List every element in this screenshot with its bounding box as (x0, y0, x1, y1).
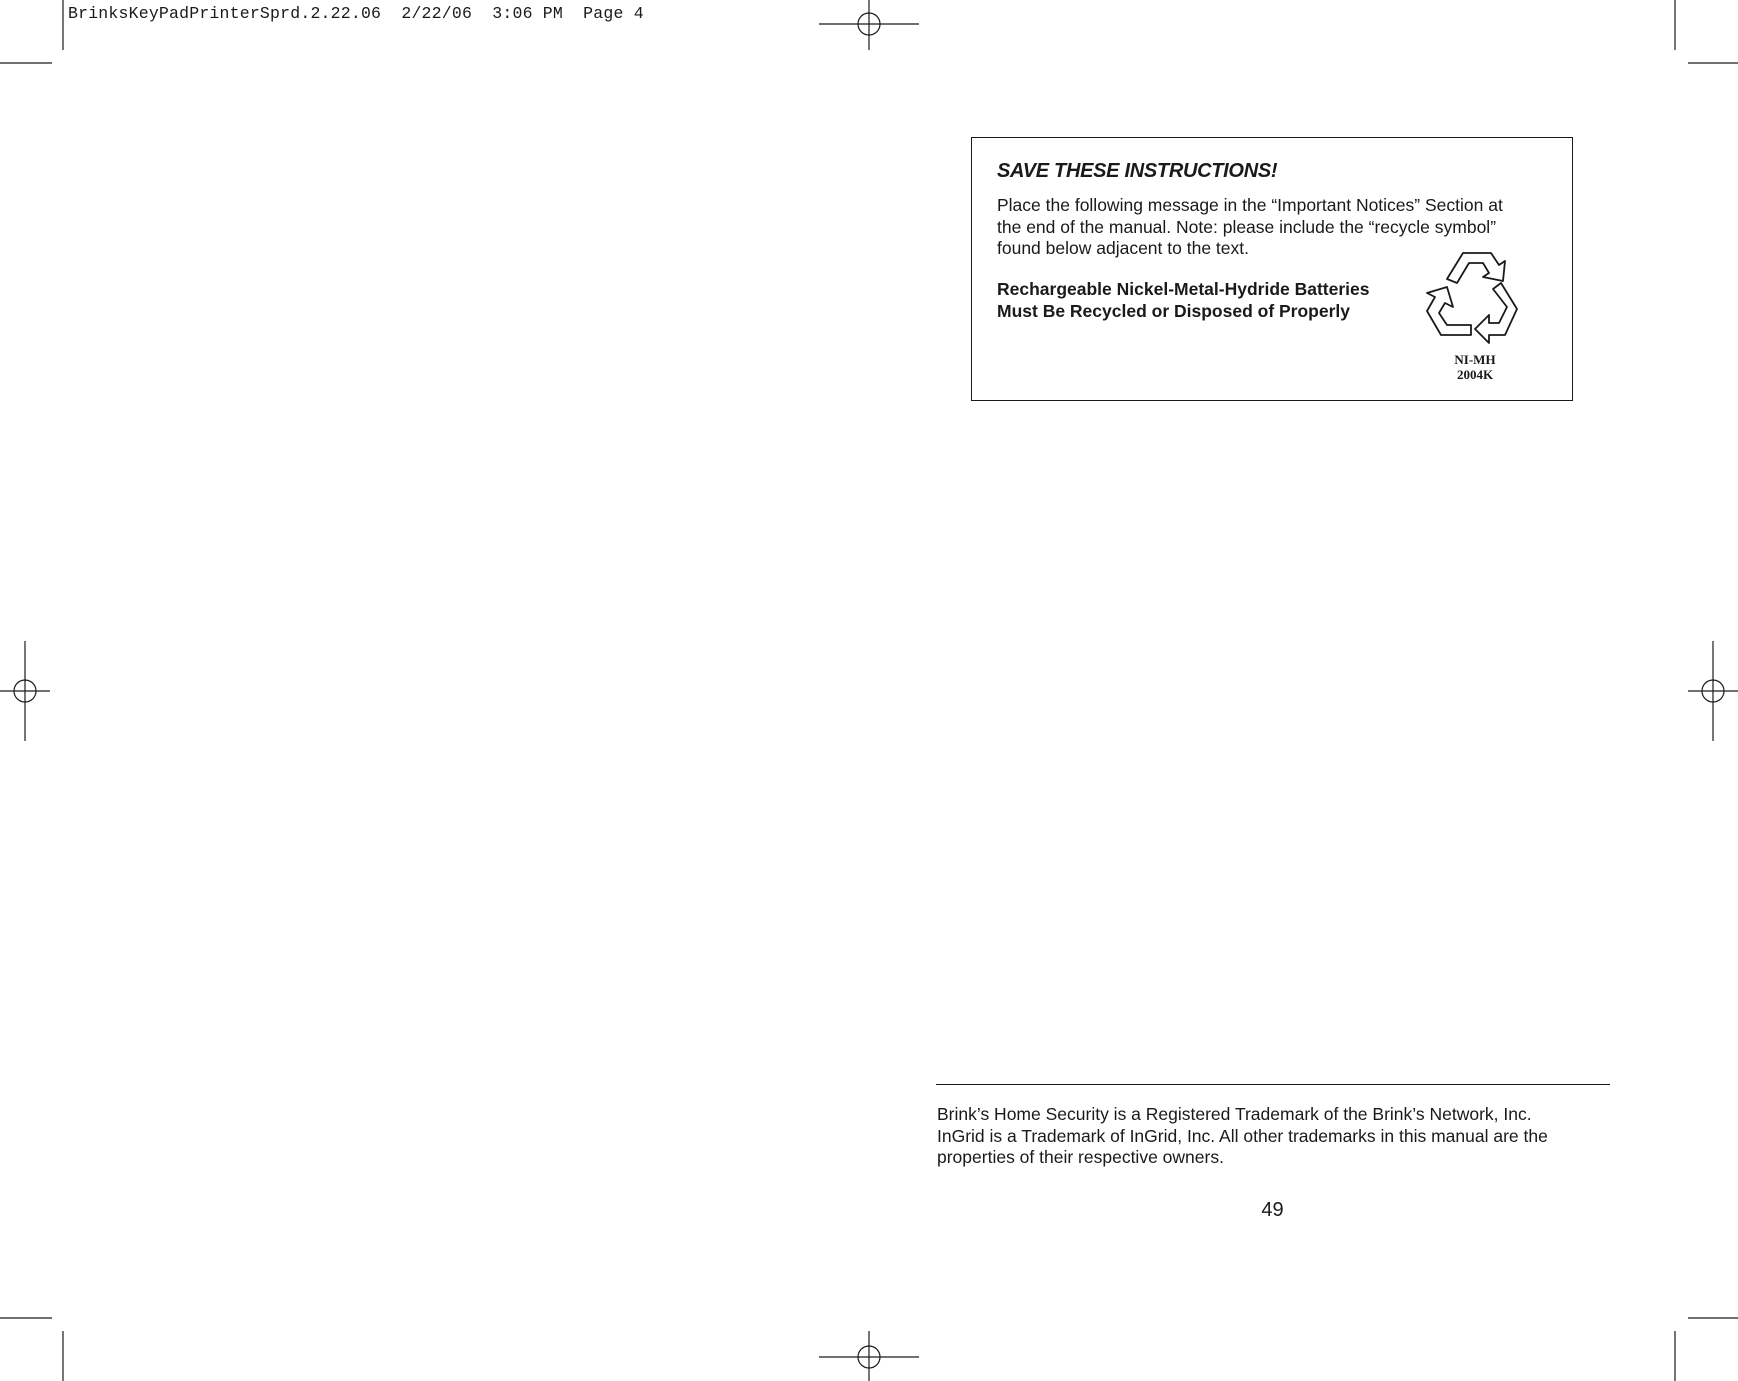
notice-instruction-line: Place the following message in the “Important Notices” Section at (997, 195, 1503, 215)
recycle-label-code: 2004K (1456, 367, 1494, 382)
recycle-symbol-icon (1419, 249, 1529, 354)
trademark-line: Brink’s Home Security is a Registered Trademark of the Brink’s Network, Inc. (937, 1104, 1532, 1124)
printer-slug-line: BrinksKeyPadPrinterSprd.2.22.06 2/22/06 3:06 PM Page 4 (68, 4, 644, 23)
notice-instruction-line: found below adjacent to the text. (997, 238, 1249, 258)
registration-mark-right (1688, 641, 1738, 741)
important-notice-box (971, 137, 1573, 401)
registration-mark-left (0, 641, 50, 741)
battery-notice-line: Must Be Recycled or Disposed of Properly (997, 301, 1351, 321)
footer-divider (936, 1084, 1610, 1085)
page-number: 49 (1261, 1199, 1284, 1221)
registration-mark-top (819, 0, 919, 50)
notice-heading: SAVE THESE INSTRUCTIONS! (997, 160, 1278, 182)
notice-instruction-line: the end of the manual. Note: please include the “recycle symbol” (997, 216, 1497, 237)
trademark-line: properties of their respective owners. (937, 1147, 1224, 1167)
trademark-line: InGrid is a Trademark of InGrid, Inc. All other trademarks in this manual are the (937, 1126, 1548, 1146)
recycle-label-chemistry: NI-MH (1454, 352, 1496, 367)
registration-mark-bottom (819, 1331, 919, 1381)
battery-notice-line: Rechargeable Nickel-Metal-Hydride Batteries (997, 279, 1370, 299)
